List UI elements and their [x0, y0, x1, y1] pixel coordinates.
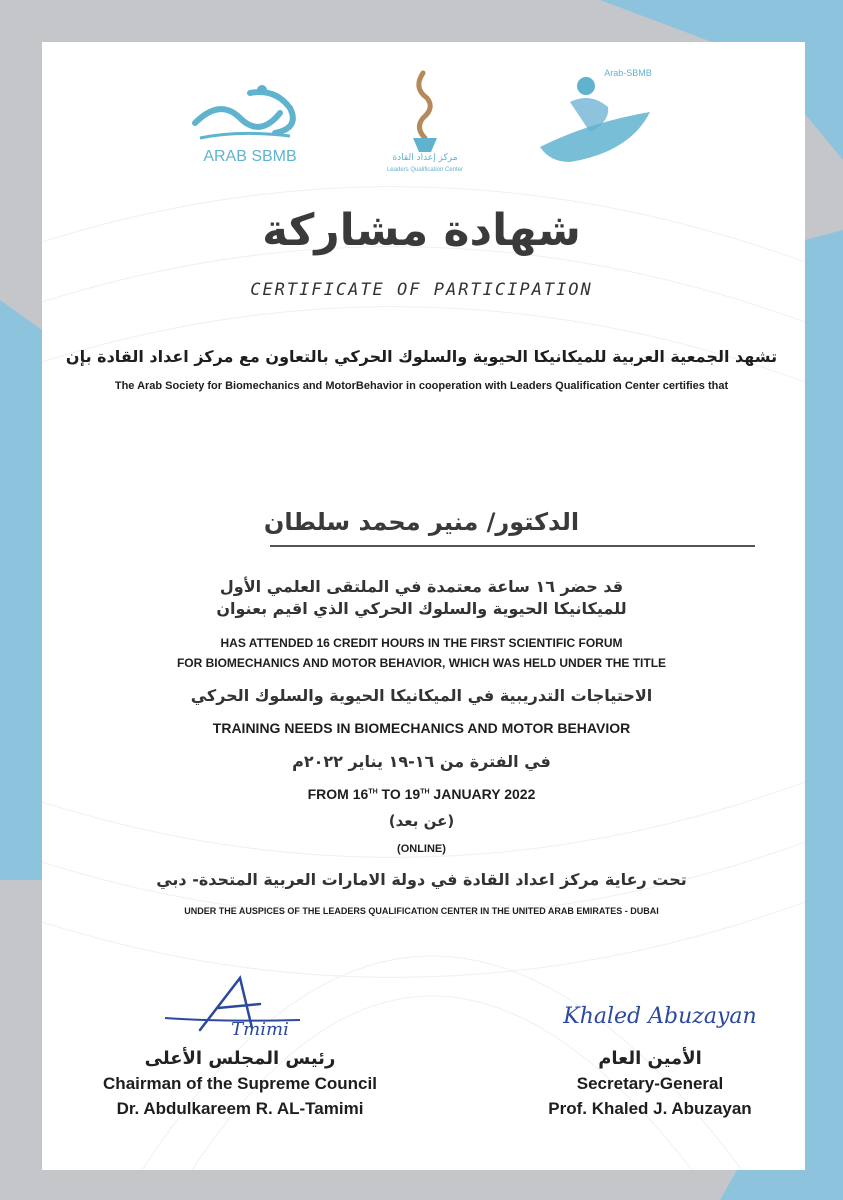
chairman-signature	[160, 970, 330, 1040]
period-sup-to: TH	[420, 788, 430, 796]
center-logo-arabic-text: مركز إعداد القادة	[392, 153, 458, 163]
arab-sbmb-left-logo	[180, 78, 320, 168]
mode-english: (ONLINE)	[397, 843, 446, 855]
certificate-title-english: CERTIFICATE OF PARTICIPATION	[250, 280, 593, 300]
left-logo-text: ARAB SBMB	[203, 148, 297, 165]
attendance-english-line1: HAS ATTENDED 16 CREDIT HOURS IN THE FIRST SCIENTIFIC FORUM	[220, 636, 623, 650]
auspices-english: UNDER THE AUSPICES OF THE LEADERS QUALIFICATION CENTER IN THE UNITED ARAB EMIRATES - DUBAI	[184, 906, 659, 916]
period-from: FROM 16	[307, 786, 369, 802]
secretary-general-signature	[560, 985, 760, 1035]
period-arabic: في الفترة من ١٦-١٩ يناير ٢٠٢٢م	[292, 752, 551, 771]
chairman-name: Dr. Abdulkareem R. AL-Tamimi	[116, 1099, 364, 1118]
secretary-signature-text: Khaled Abuzayan	[563, 1004, 757, 1029]
right-logo-text: Arab-SBMB	[604, 68, 652, 78]
recipient-name: الدكتور/ منير محمد سلطان	[263, 508, 580, 536]
leaders-qualification-center-logo	[365, 68, 485, 178]
course-title-english: TRAINING NEEDS IN BIOMECHANICS AND MOTOR BEHAVIOR	[212, 720, 631, 736]
attendance-arabic-line2: للميكانيكا الحيوية والسلوك الحركي الذي اقيم بعنوان	[216, 599, 627, 618]
period-to: TO 19	[377, 786, 421, 802]
secretary-title-english: Secretary-General	[576, 1074, 724, 1093]
course-title-arabic: الاحتياجات التدريبية في الميكانيكا الحيوية والسلوك الحركي	[190, 686, 653, 705]
chairman-title-english: Chairman of the Supreme Council	[103, 1074, 377, 1093]
secretary-title-arabic: الأمين العام	[598, 1048, 702, 1069]
auspices-arabic: تحت رعاية مركز اعداد القادة في دولة الامارات العربية المتحدة- دبي	[156, 870, 687, 889]
period-sup-from: TH	[368, 788, 378, 796]
attendance-arabic-line1: قد حضر ١٦ ساعة معتمدة في الملتقى العلمي الأول	[219, 577, 624, 596]
recipient-underline	[270, 545, 755, 547]
period-month: JANUARY 2022	[429, 786, 536, 802]
chairman-signature-text: Tmimi	[231, 1019, 289, 1040]
chairman-title-arabic: رئيس المجلس الأعلى	[144, 1048, 336, 1069]
arab-sbmb-right-logo	[530, 62, 660, 172]
period-english	[0, 786, 843, 802]
attendance-english-line2: FOR BIOMECHANICS AND MOTOR BEHAVIOR, WHICH WAS HELD UNDER THE TITLE	[176, 656, 667, 670]
secretary-name: Prof. Khaled J. Abuzayan	[548, 1099, 752, 1118]
certificate-title-arabic: شهادة مشاركة	[262, 205, 581, 256]
center-logo-english-text: Leaders Qualification Center	[386, 167, 464, 173]
intro-english: The Arab Society for Biomechanics and MotorBehavior in cooperation with Leaders Qualification Center certifies that	[114, 380, 729, 392]
mode-arabic: (عن بعد)	[388, 812, 455, 830]
intro-arabic: تشهد الجمعية العربية للميكانيكا الحيوية والسلوك الحركي بالتعاون مع مركز اعداد القادة بإن	[65, 347, 778, 366]
